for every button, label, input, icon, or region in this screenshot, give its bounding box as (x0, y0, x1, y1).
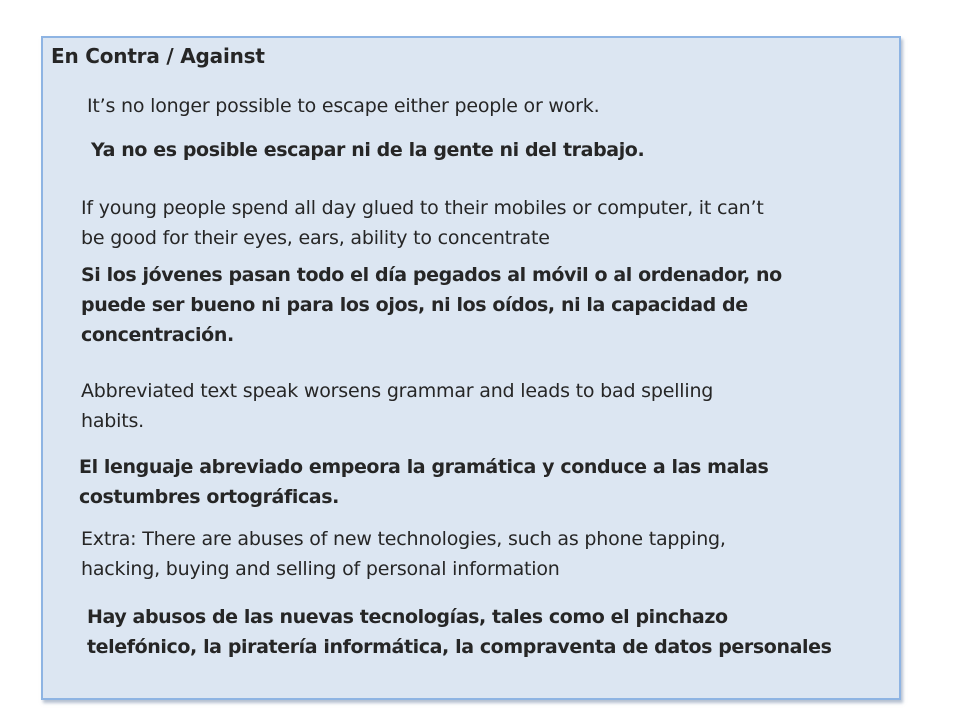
point-4-spanish-line: telefónico, la piratería informática, la compraventa de datos personales (87, 636, 832, 658)
point-1-english-line: It’s no longer possible to escape either people or work. (87, 95, 600, 117)
point-4-english-line: Extra: There are abuses of new technologies, such as phone tapping, (81, 528, 726, 550)
point-3-spanish-line: El lenguaje abreviado empeora la gramática y conduce a las malas (79, 456, 769, 478)
slide-title: En Contra / Against (51, 44, 265, 68)
point-4-english (81, 524, 726, 584)
point-3-spanish (79, 452, 768, 512)
point-4-english-line: hacking, buying and selling of personal information (81, 558, 560, 580)
point-3-english-line: habits. (81, 410, 145, 432)
point-2-english-line: If young people spend all day glued to their mobiles or computer, it can’t (81, 197, 764, 219)
point-3-spanish-line: costumbres ortográficas. (79, 486, 339, 508)
point-2-english (81, 193, 764, 253)
point-1-spanish-line: Ya no es posible escapar ni de la gente ni del trabajo. (91, 139, 645, 161)
point-1-english (87, 91, 599, 121)
point-2-spanish (81, 260, 782, 350)
point-3-english-line: Abbreviated text speak worsens grammar and leads to bad spelling (81, 380, 714, 402)
point-2-spanish-line: Si los jóvenes pasan todo el día pegados al móvil o al ordenador, no (81, 264, 782, 286)
point-4-spanish (87, 602, 832, 662)
point-3-english (81, 376, 713, 436)
point-2-spanish-line: concentración. (81, 324, 234, 346)
point-2-english-line: be good for their eyes, ears, ability to concentrate (81, 227, 550, 249)
point-1-spanish (91, 135, 644, 165)
content-panel (41, 36, 901, 700)
point-2-spanish-line: puede ser bueno ni para los ojos, ni los oídos, ni la capacidad de (81, 294, 748, 316)
point-4-spanish-line: Hay abusos de las nuevas tecnologías, tales como el pinchazo (87, 606, 728, 628)
